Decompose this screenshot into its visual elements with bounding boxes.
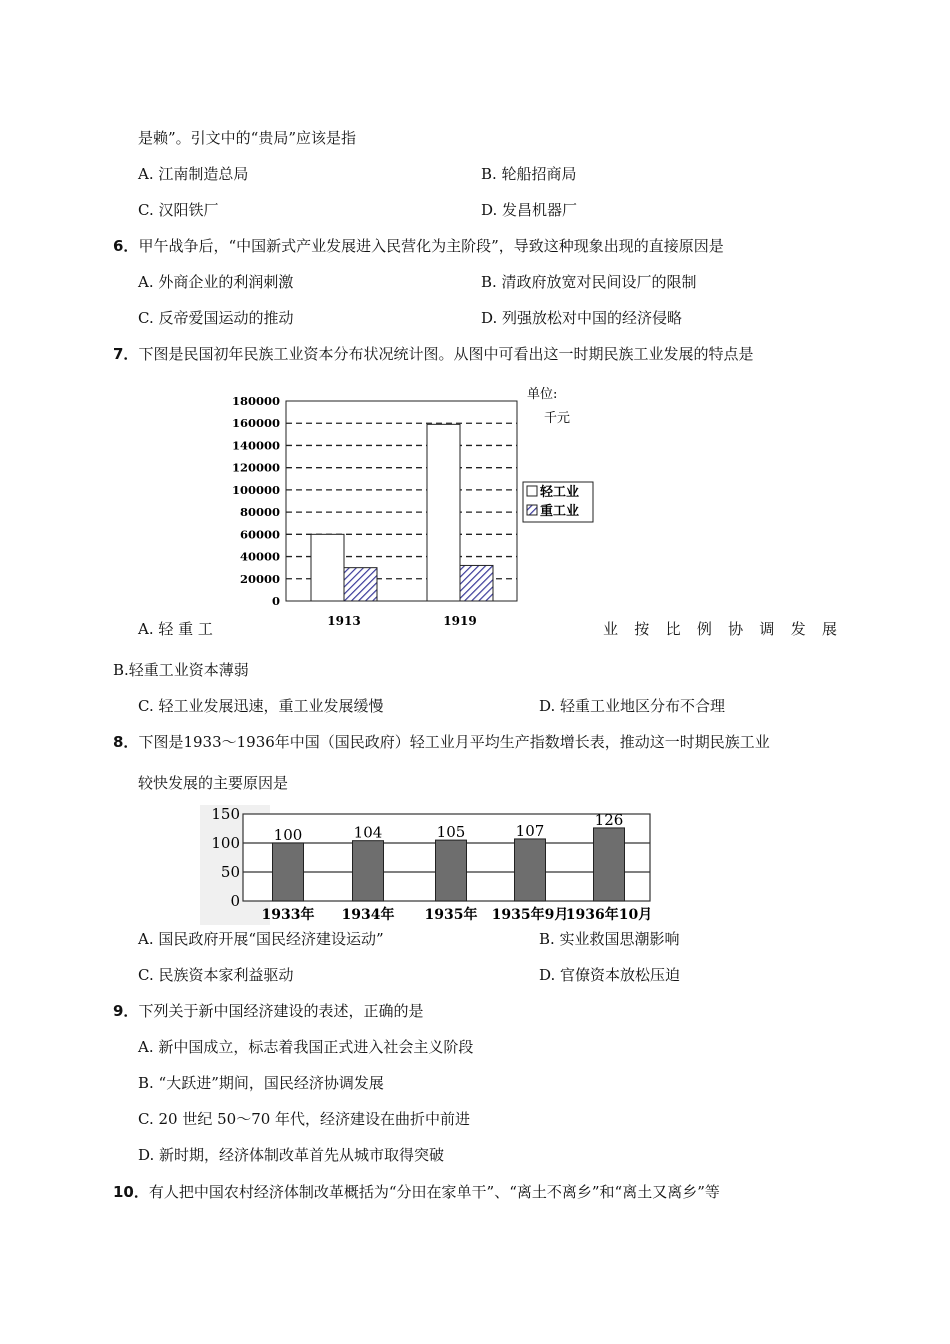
q8-option-b: B. 实业救国思潮影响	[539, 930, 680, 948]
y-tick-label: 0	[271, 594, 280, 608]
y-tick-label: 140000	[231, 438, 280, 453]
unit-label: 单位:	[527, 387, 558, 402]
char: 比	[665, 620, 681, 638]
q6-option-a: A. 外商企业的利润刺激	[138, 273, 294, 291]
q5-option-a: A. 江南制造总局	[138, 165, 249, 183]
q7-option-c: C. 轻工业发展迅速，重工业发展缓慢	[138, 697, 384, 715]
data-label: 100	[273, 826, 303, 844]
char: 业	[603, 620, 619, 638]
y-tick-label: 100000	[231, 482, 280, 497]
x-tick-label: 1933年	[261, 907, 315, 923]
question-number: 9．	[113, 1002, 139, 1020]
q7-option-a-head: A. 轻 重 工	[138, 620, 213, 638]
y-tick-label: 160000	[231, 416, 280, 431]
data-label: 105	[436, 823, 466, 842]
question-8-stem-2: 较快发展的主要原因是	[138, 774, 289, 792]
y-tick-label: 100	[211, 834, 240, 852]
q6-option-c: C. 反帝爱国运动的推动	[138, 309, 294, 327]
question-6	[113, 236, 724, 256]
q9-option-d: D. 新时期，经济体制改革首先从城市取得突破	[138, 1146, 445, 1164]
capital-distribution-chart	[220, 378, 600, 628]
bar-heavy-industry	[344, 568, 377, 601]
legend-swatch-heavy	[527, 505, 537, 515]
x-tick-label: 1913	[327, 614, 361, 628]
q8-option-d: D. 官僚资本放松压迫	[539, 966, 681, 984]
char: 发	[790, 620, 806, 638]
question-stem: 甲午战争后，“中国新式产业发展进入民营化为主阶段”，导致这种现象出现的直接原因是	[138, 237, 724, 255]
bar-light-industry	[311, 534, 344, 601]
bar	[594, 828, 625, 901]
char: 展	[821, 620, 837, 638]
x-tick-label: 1936年10月	[565, 907, 653, 923]
q7-option-b: B.轻重工业资本薄弱	[113, 661, 249, 679]
x-tick-label: 1934年	[341, 907, 395, 923]
bar	[515, 839, 546, 901]
data-label: 126	[594, 810, 624, 829]
question-stem: 下图是1933～1936年中国（国民政府）轻工业月平均生产指数增长表，推动这一时期民族工业	[138, 733, 770, 751]
bar	[273, 843, 304, 901]
y-tick-label: 40000	[239, 549, 280, 564]
q6-option-d: D. 列强放松对中国的经济侵略	[481, 309, 683, 327]
y-tick-label: 0	[230, 892, 240, 910]
bar-heavy-industry	[460, 565, 493, 601]
bar	[436, 840, 467, 901]
y-tick-label: 20000	[239, 571, 280, 586]
x-tick-label: 1935年9月	[491, 907, 569, 923]
unit-value: 千元	[544, 411, 571, 426]
bar	[353, 841, 384, 901]
q5-option-c: C. 汉阳铁厂	[138, 201, 219, 219]
question-10	[113, 1182, 720, 1202]
q9-option-a: A. 新中国成立，标志着我国正式进入社会主义阶段	[138, 1038, 474, 1056]
y-tick-label: 80000	[239, 505, 280, 520]
legend-label-light: 轻工业	[540, 485, 580, 500]
question-number: 10．	[113, 1183, 149, 1201]
question-number: 8．	[113, 733, 139, 751]
q5-option-d: D. 发昌机器厂	[481, 201, 578, 219]
char: 按	[634, 620, 650, 638]
q7-option-a-tail	[603, 619, 837, 639]
char: 调	[759, 620, 775, 638]
char: 例	[696, 620, 712, 638]
production-index-chart	[200, 805, 670, 925]
q9-option-b: B. “大跃进”期间，国民经济协调发展	[138, 1074, 384, 1092]
question-number: 7．	[113, 345, 139, 363]
question-7	[113, 344, 753, 364]
bar-light-industry	[427, 424, 460, 601]
y-tick-label: 120000	[231, 460, 280, 475]
legend-swatch-light	[527, 486, 537, 496]
question-8	[113, 732, 770, 752]
x-tick-label: 1919	[443, 614, 477, 628]
data-label: 104	[353, 823, 383, 842]
question-number: 6．	[113, 237, 139, 255]
question-9	[113, 1001, 423, 1021]
intro-text: 是赖”。引文中的“贵局”应该是指	[138, 129, 357, 147]
y-tick-label: 60000	[239, 527, 280, 542]
legend	[523, 482, 593, 522]
data-label: 107	[515, 821, 545, 840]
y-tick-label: 180000	[231, 394, 280, 408]
q5-option-b: B. 轮船招商局	[481, 165, 577, 183]
q6-option-b: B. 清政府放宽对民间设厂的限制	[481, 273, 697, 291]
q8-option-c: C. 民族资本家利益驱动	[138, 966, 294, 984]
question-stem: 下列关于新中国经济建设的表述，正确的是	[138, 1002, 424, 1020]
q7-option-d: D. 轻重工业地区分布不合理	[539, 697, 726, 715]
x-tick-label: 1935年	[424, 907, 478, 923]
question-stem: 有人把中国农村经济体制改革概括为“分田在家单干”、“离土不离乡”和“离土又离乡”等	[148, 1183, 720, 1201]
question-stem: 下图是民国初年民族工业资本分布状况统计图。从图中可看出这一时期民族工业发展的特点是	[138, 345, 754, 363]
q9-option-c: C. 20 世纪 50～70 年代，经济建设在曲折中前进	[138, 1110, 471, 1128]
legend-label-heavy: 重工业	[540, 504, 580, 519]
char: 协	[728, 620, 744, 638]
y-tick-label: 150	[211, 805, 240, 823]
y-tick-label: 50	[220, 863, 240, 881]
q8-option-a: A. 国民政府开展“国民经济建设运动”	[138, 930, 384, 948]
